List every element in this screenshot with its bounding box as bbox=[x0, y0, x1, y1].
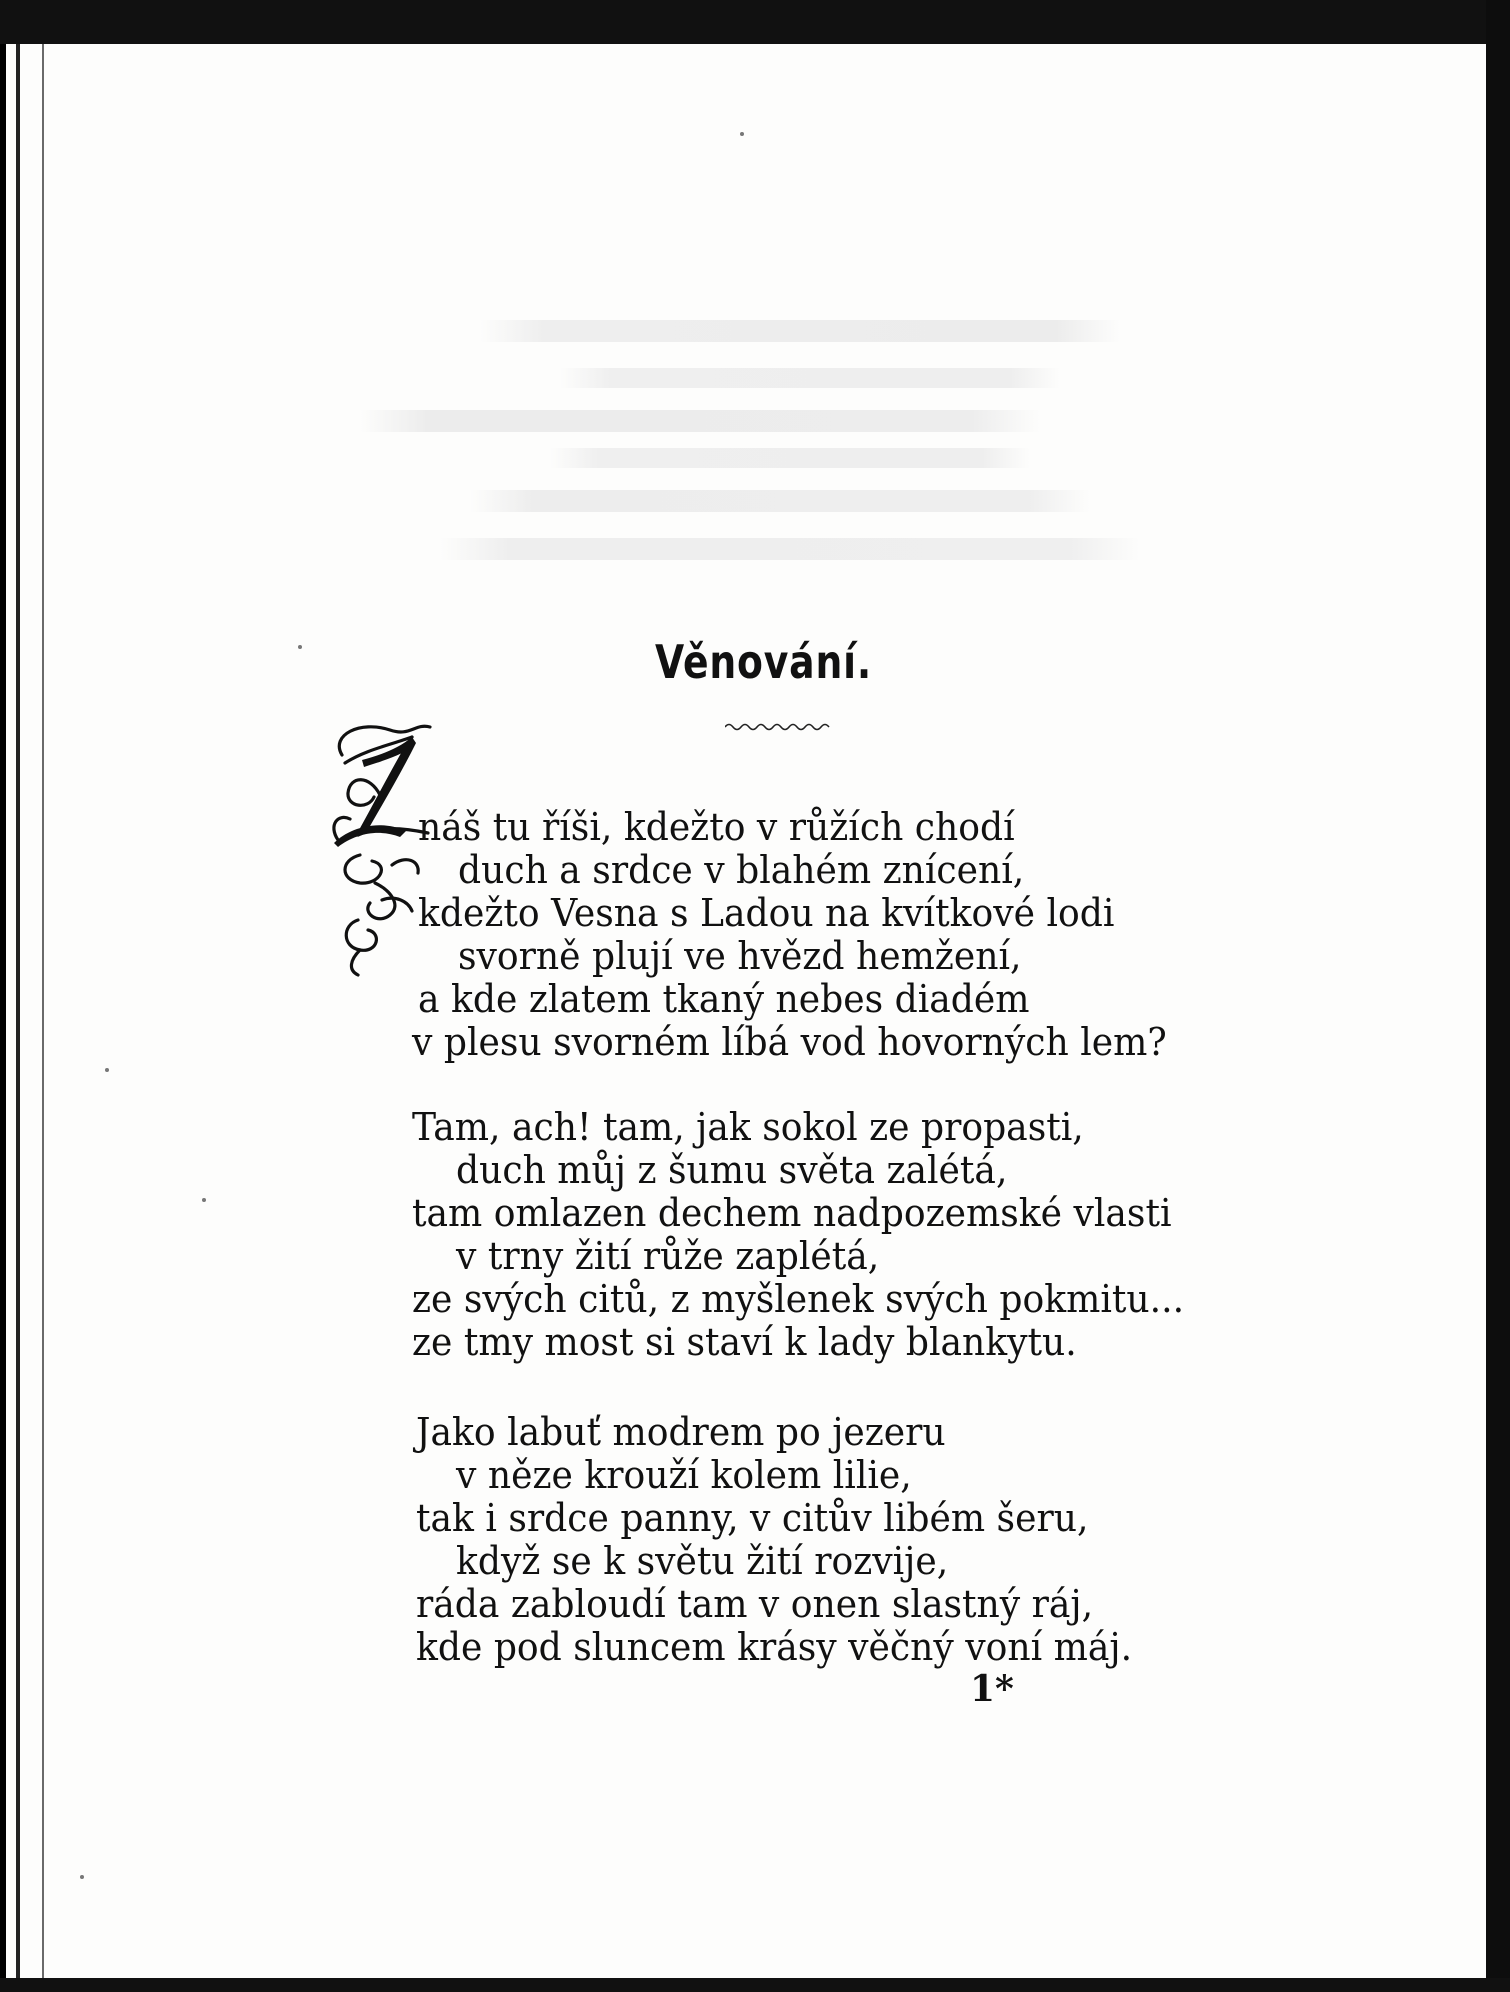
poem-line: ze tmy most si staví k lady blankytu. bbox=[412, 1320, 1077, 1364]
speck bbox=[105, 1068, 109, 1072]
poem-line: duch a srdce v blahém znícení, bbox=[458, 848, 1025, 892]
poem-line: náš tu říši, kdežto v růžích chodí bbox=[418, 805, 1015, 849]
poem-line: svorně plují ve hvězd hemžení, bbox=[458, 934, 1022, 978]
poem-line: a kde zlatem tkaný nebes diadém bbox=[418, 977, 1030, 1021]
scan-border-bottom bbox=[0, 1978, 1510, 1992]
speck bbox=[298, 645, 302, 649]
poem-line: když se k světu žití rozvije, bbox=[456, 1539, 949, 1583]
poem-line: Tam, ach! tam, jak sokol ze propasti, bbox=[412, 1105, 1084, 1149]
speck bbox=[80, 1875, 84, 1879]
poem-title: Věnování. bbox=[655, 635, 873, 689]
poem-line: ze svých citů, z myšlenek svých pokmitu... bbox=[412, 1277, 1185, 1321]
poem-line: kde pod sluncem krásy věčný voní máj. bbox=[416, 1625, 1133, 1669]
poem-line: duch můj z šumu světa zalétá, bbox=[456, 1148, 1008, 1192]
scan-border-top bbox=[0, 0, 1510, 44]
poem-line: Jako labuť modrem po jezeru bbox=[416, 1410, 946, 1454]
binding-edge-shadow bbox=[42, 44, 44, 1978]
speck bbox=[202, 1198, 206, 1202]
poem-line: v něze krouží kolem lilie, bbox=[456, 1453, 912, 1497]
speck bbox=[740, 132, 744, 136]
poem-line: ráda zabloudí tam v onen slastný ráj, bbox=[416, 1582, 1094, 1626]
poem-line: tak i srdce panny, v citův libém šeru, bbox=[416, 1496, 1089, 1540]
page-number: 1* bbox=[970, 1668, 1014, 1710]
poem-line: kdežto Vesna s Ladou na kvítkové lodi bbox=[418, 891, 1115, 935]
binding-edge bbox=[16, 44, 20, 1978]
poem-line: v plesu svorném líbá vod hovorných lem? bbox=[412, 1020, 1167, 1064]
poem-line: tam omlazen dechem nadpozemské vlasti bbox=[412, 1191, 1172, 1235]
scan-border-right bbox=[1486, 0, 1510, 1992]
decorative-wavy-rule bbox=[725, 722, 830, 732]
poem-line: v trny žití růže zaplétá, bbox=[456, 1234, 880, 1278]
